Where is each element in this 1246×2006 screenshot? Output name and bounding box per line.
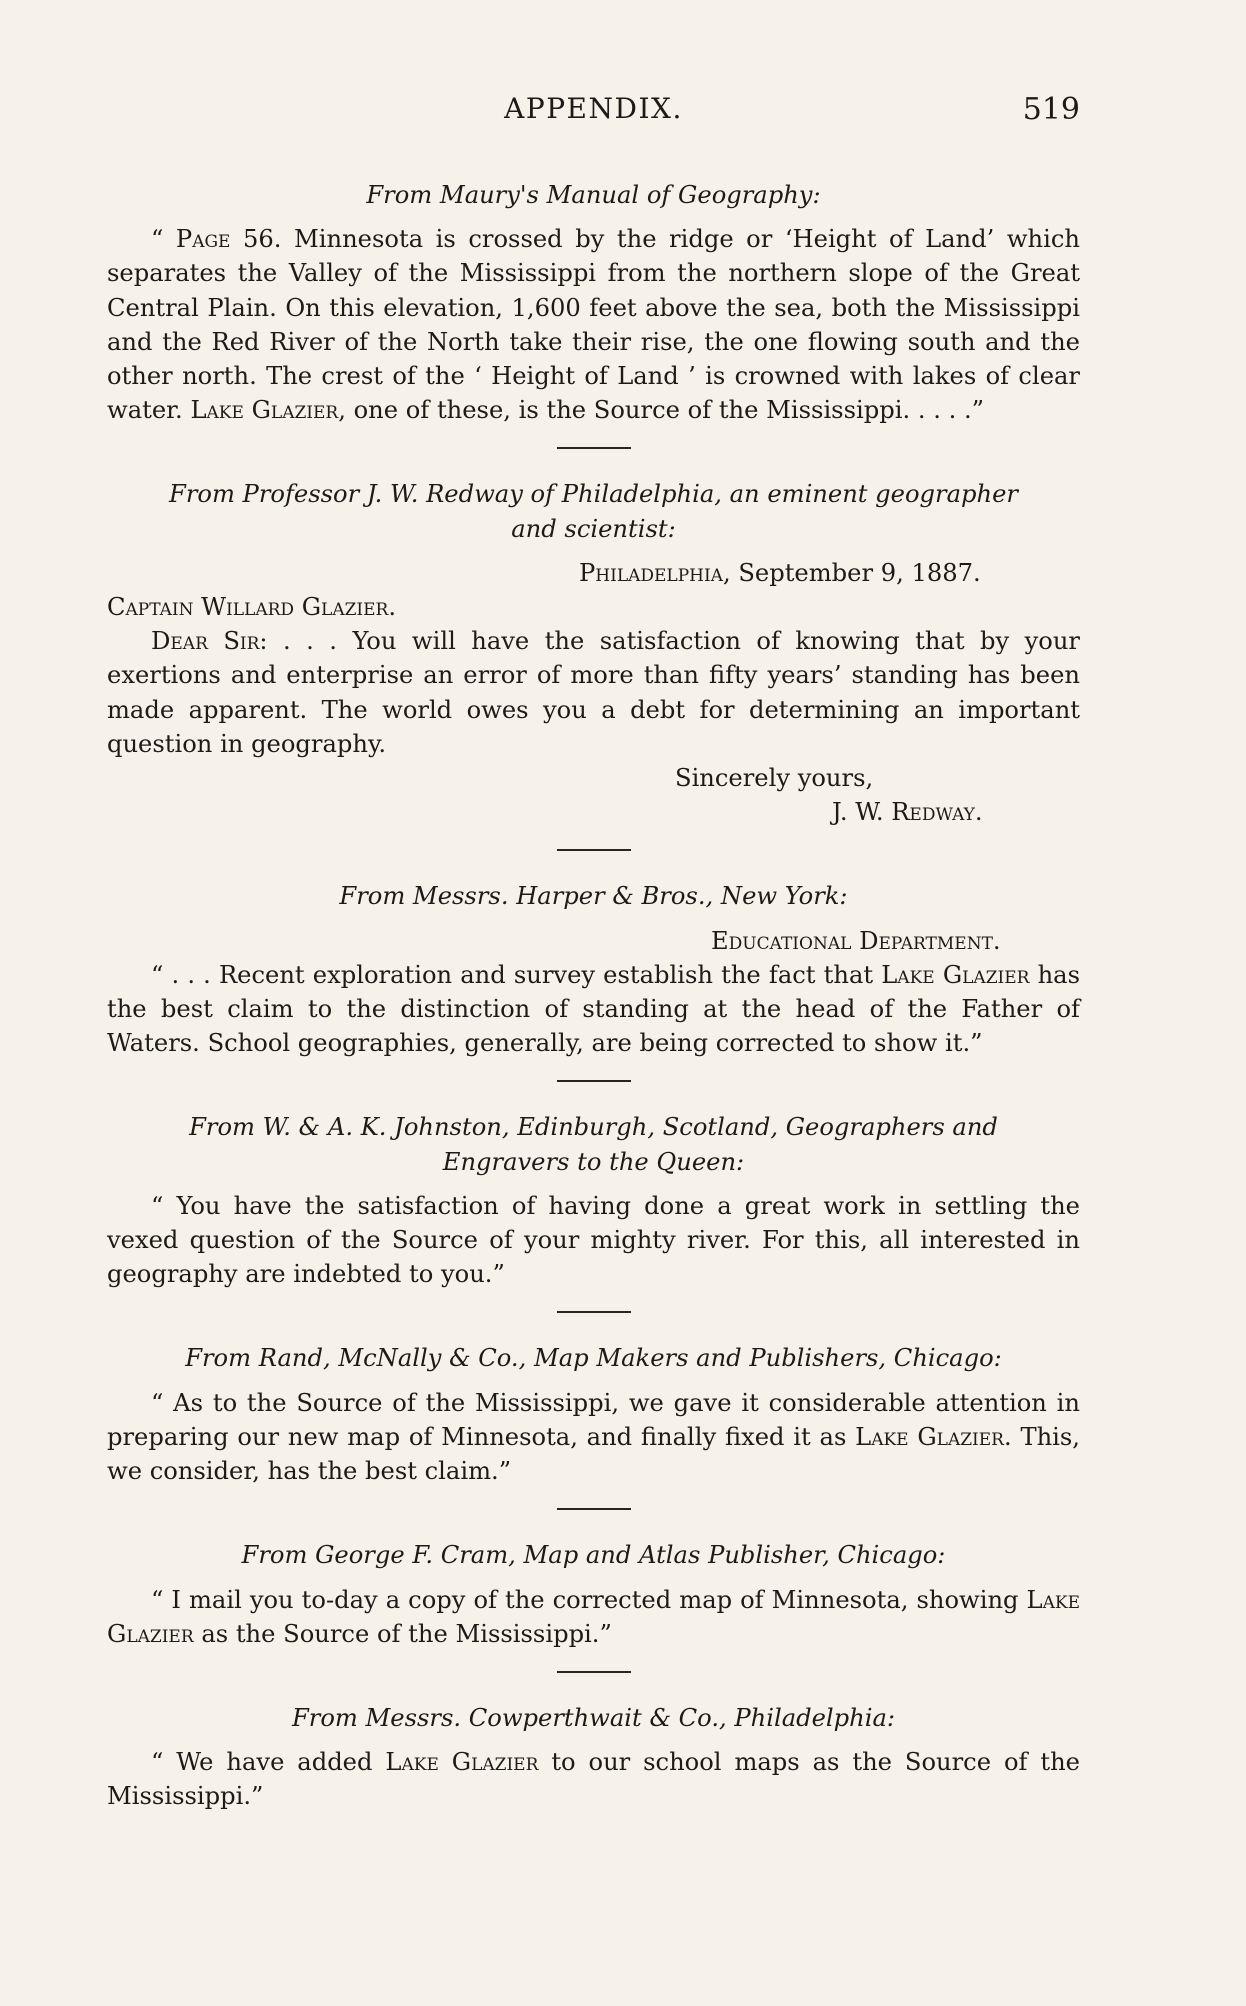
cram-title: From George F. Cram, Map and Atlas Publisher, Chicago: [241,1541,946,1570]
cowperthwait-quote [107,1745,1080,1813]
page-body [107,178,1080,1814]
section-divider [557,849,631,851]
redway-letter-body [107,624,1080,761]
section-divider [557,1508,631,1510]
johnston-quote: “ You have the satisfaction of having done a great work in settling the vexed question of the Source of your mighty river. For this, all interested in geography are indebted to you.” [107,1191,1080,1289]
johnston-title-line1: From W. & A. K. Johnston, Edinburgh, Scotland, Geographers and [189,1113,998,1142]
harper-text-end: has the best claim to the distinction of standing at the head of the Father of Waters. School geographies, generally, are being corrected to show it.” [107,960,1080,1058]
letter-dateline [107,556,1080,590]
rand-text: “ As to the Source of the Mississippi, we gave it considerable attention in preparing our new map of Minnesota, and finally fixed it as [107,1388,1080,1451]
rand-text-end: . This, we consider, has the best claim.” [107,1422,1080,1486]
maury-text: 56. Minnesota is crossed by the ridge or ‘Height of Land’ which separates the Valley of the Mississippi from the northern slope of the Great Central Plain. On this elevation, 1,600 feet above the sea, both the Mississippi and the Red River of the North take their rise, the one flowing south and the other north. The crest of the ‘ Height of Land ’ is crowned with lakes of clear water. [107,225,1080,425]
cram-text: “ I mail you to-day a copy of the corrected map of Minnesota, showing [151,1585,1027,1614]
letter-signature: J. W. Redway. [832,798,983,827]
redway-text: : . . . You will have the satisfaction of knowing that by your exertions and enterprise an error of more than fifty years’ standing has been made apparent. The world owes you a debt for determining an important question in geography. [107,627,1080,758]
page-header [107,92,1080,132]
harper-text: “ . . . Recent exploration and survey establish the fact that [151,960,882,989]
harper-quote [107,958,1080,1061]
cram-text-end: as the Source of the Mississippi.” [193,1619,612,1648]
letter-closing: Sincerely yours, [675,764,874,793]
maury-title: From Maury's Manual of Geography: [366,181,821,209]
cram-quote [107,1583,1080,1651]
maury-quote [107,222,1080,427]
page-reference: Page [175,225,231,254]
page-number: 519 [1022,92,1080,127]
johnston-title-line2: Engravers to the Queen: [442,1147,745,1176]
redway-title-line2: and scientist: [511,514,676,543]
letter-date: , September 9, 1887. [722,558,981,587]
cowperthwait-title: From Messrs. Cowperthwait & Co., Philadelphia: [291,1703,896,1732]
section-divider [557,1311,631,1313]
letter-place: Philadelphia [579,558,723,587]
harper-title: From Messrs. Harper & Bros., New York: [339,882,848,911]
lake-glazier-name: Lake Glazier [881,960,1030,989]
maury-text-end: , one of these, is the Source of the Mississippi. . . . .” [338,396,985,425]
section-divider [557,447,631,449]
section-divider [557,1080,631,1082]
section-divider [557,1671,631,1673]
redway-title-line1: From Professor J. W. Redway of Philadelphia, an eminent geographer [169,480,1018,509]
rand-title: From Rand, McNally & Co., Map Makers and Publishers, Chicago: [185,1344,1002,1373]
cowperthwait-text: “ We have added [151,1748,386,1777]
harper-department: Educational Department. [711,926,1001,955]
cowperthwait-text-end: to our school maps as the Source of the Mississippi.” [107,1748,1080,1811]
letter-salutation: Dear Sir [151,627,260,656]
lake-glazier-name: Lake Glazier [107,1585,1080,1648]
rand-quote [107,1386,1080,1489]
lake-glazier-name: Lake Glazier [385,1748,539,1777]
open-quote: “ [151,225,176,254]
letter-addressee: Captain Willard Glazier. [107,593,397,622]
running-head: APPENDIX. [504,92,683,125]
lake-glazier-name: Lake Glazier [855,1422,1004,1451]
lake-glazier-name: Lake Glazier [190,396,339,425]
